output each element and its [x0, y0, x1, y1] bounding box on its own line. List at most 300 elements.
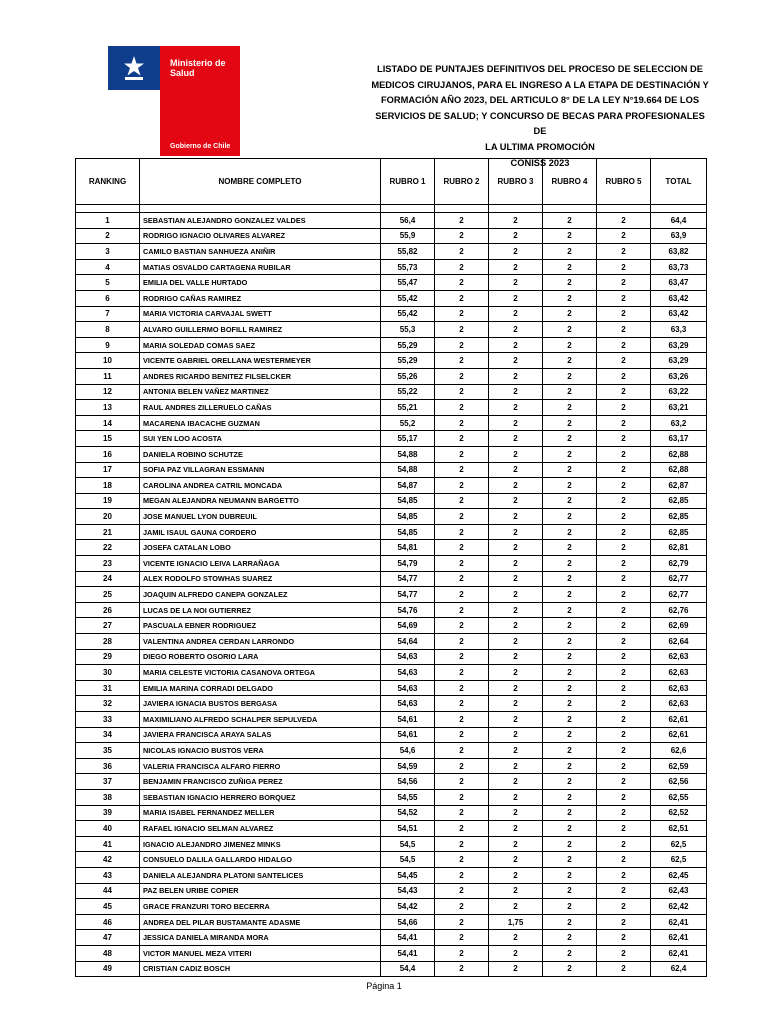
cell-rubro-4: 2 — [543, 696, 597, 712]
cell-nombre: RAUL ANDRES ZILLERUELO CAÑAS — [140, 400, 381, 416]
cell-total: 62,5 — [651, 836, 707, 852]
cell-rubro-4: 2 — [543, 244, 597, 260]
table-row — [76, 478, 707, 494]
cell-rubro-2: 2 — [435, 446, 489, 462]
cell-rubro-1: 55,26 — [381, 368, 435, 384]
cell-rubro-1: 54,88 — [381, 462, 435, 478]
table-row — [76, 244, 707, 260]
cell-rubro-2: 2 — [435, 368, 489, 384]
cell-rubro-1: 55,82 — [381, 244, 435, 260]
table-row — [76, 587, 707, 603]
cell-nombre: RODRIGO IGNACIO OLIVARES ALVAREZ — [140, 228, 381, 244]
cell-rubro-1: 54,41 — [381, 945, 435, 961]
cell-ranking: 49 — [76, 961, 140, 977]
table-row — [76, 789, 707, 805]
cell-rubro-1: 55,9 — [381, 228, 435, 244]
cell-rubro-1: 54,61 — [381, 727, 435, 743]
cell-nombre: VICENTE GABRIEL ORELLANA WESTERMEYER — [140, 353, 381, 369]
cell-nombre: MACARENA IBACACHE GUZMAN — [140, 415, 381, 431]
cell-rubro-5: 2 — [597, 883, 651, 899]
cell-rubro-5: 2 — [597, 322, 651, 338]
scores-table — [75, 158, 707, 977]
cell-rubro-4: 2 — [543, 493, 597, 509]
cell-ranking: 38 — [76, 789, 140, 805]
table-row — [76, 945, 707, 961]
cell-ranking: 14 — [76, 415, 140, 431]
cell-nombre: NICOLAS IGNACIO BUSTOS VERA — [140, 743, 381, 759]
cell-rubro-1: 54,56 — [381, 774, 435, 790]
cell-ranking: 42 — [76, 852, 140, 868]
cell-rubro-3: 2 — [489, 556, 543, 572]
cell-ranking: 7 — [76, 306, 140, 322]
cell-total: 62,61 — [651, 727, 707, 743]
table-row — [76, 649, 707, 665]
cell-nombre: JESSICA DANIELA MIRANDA MORA — [140, 930, 381, 946]
cell-nombre: MEGAN ALEJANDRA NEUMANN BARGETTO — [140, 493, 381, 509]
cell-rubro-4: 2 — [543, 789, 597, 805]
cell-total: 62,77 — [651, 571, 707, 587]
cell-rubro-4: 2 — [543, 634, 597, 650]
table-row — [76, 634, 707, 650]
cell-rubro-2: 2 — [435, 306, 489, 322]
cell-rubro-5: 2 — [597, 914, 651, 930]
cell-total: 62,41 — [651, 930, 707, 946]
cell-ranking: 20 — [76, 509, 140, 525]
cell-nombre: ALVARO GUILLERMO BOFILL RAMIREZ — [140, 322, 381, 338]
cell-rubro-4: 2 — [543, 524, 597, 540]
cell-rubro-5: 2 — [597, 602, 651, 618]
cell-rubro-5: 2 — [597, 462, 651, 478]
cell-ranking: 32 — [76, 696, 140, 712]
table-row — [76, 400, 707, 416]
cell-rubro-5: 2 — [597, 821, 651, 837]
logo-line-1: Ministerio de — [170, 58, 226, 68]
cell-ranking: 28 — [76, 634, 140, 650]
cell-rubro-4: 2 — [543, 821, 597, 837]
cell-rubro-3: 2 — [489, 618, 543, 634]
cell-rubro-5: 2 — [597, 930, 651, 946]
cell-rubro-2: 2 — [435, 322, 489, 338]
table-row — [76, 774, 707, 790]
cell-rubro-1: 54,52 — [381, 805, 435, 821]
cell-rubro-1: 55,21 — [381, 400, 435, 416]
cell-nombre: SEBASTIAN IGNACIO HERRERO BORQUEZ — [140, 789, 381, 805]
cell-rubro-4: 2 — [543, 587, 597, 603]
cell-ranking: 9 — [76, 337, 140, 353]
cell-ranking: 35 — [76, 743, 140, 759]
cell-ranking: 11 — [76, 368, 140, 384]
cell-rubro-2: 2 — [435, 602, 489, 618]
cell-nombre: LUCAS DE LA NOI GUTIERREZ — [140, 602, 381, 618]
cell-nombre: VALENTINA ANDREA CERDAN LARRONDO — [140, 634, 381, 650]
cell-nombre: MARIA CELESTE VICTORIA CASANOVA ORTEGA — [140, 665, 381, 681]
cell-rubro-1: 55,73 — [381, 259, 435, 275]
cell-rubro-4: 2 — [543, 431, 597, 447]
cell-rubro-2: 2 — [435, 665, 489, 681]
title-line: LA ULTIMA PROMOCIÓN — [485, 141, 595, 152]
cell-rubro-3: 2 — [489, 743, 543, 759]
cell-rubro-3: 2 — [489, 540, 543, 556]
cell-total: 62,79 — [651, 556, 707, 572]
title-line: LISTADO DE PUNTAJES DEFINITIVOS DEL PROCESO DE SELECCION DE — [377, 64, 703, 74]
cell-ranking: 10 — [76, 353, 140, 369]
cell-rubro-2: 2 — [435, 961, 489, 977]
cell-rubro-4: 2 — [543, 400, 597, 416]
cell-total: 62,52 — [651, 805, 707, 821]
cell-nombre: MARIA SOLEDAD COMAS SAEZ — [140, 337, 381, 353]
cell-rubro-1: 54,76 — [381, 602, 435, 618]
cell-rubro-3: 2 — [489, 353, 543, 369]
cell-rubro-1: 54,41 — [381, 930, 435, 946]
table-row — [76, 213, 707, 229]
cell-nombre: JAVIERA IGNACIA BUSTOS BERGASA — [140, 696, 381, 712]
logo-text — [170, 58, 226, 78]
cell-rubro-4: 2 — [543, 649, 597, 665]
cell-total: 63,17 — [651, 431, 707, 447]
cell-rubro-4: 2 — [543, 618, 597, 634]
cell-rubro-2: 2 — [435, 883, 489, 899]
cell-rubro-3: 2 — [489, 836, 543, 852]
cell-rubro-3: 2 — [489, 899, 543, 915]
table-row — [76, 446, 707, 462]
cell-ranking: 12 — [76, 384, 140, 400]
cell-rubro-4: 2 — [543, 415, 597, 431]
cell-rubro-4: 2 — [543, 774, 597, 790]
cell-rubro-3: 2 — [489, 712, 543, 728]
header-nombre: NOMBRE COMPLETO — [140, 159, 381, 205]
cell-rubro-4: 2 — [543, 852, 597, 868]
table-row — [76, 415, 707, 431]
cell-total: 62,41 — [651, 945, 707, 961]
logo-footer-text: Gobierno de Chile — [170, 143, 231, 150]
cell-nombre: VICENTE IGNACIO LEIVA LARRAÑAGA — [140, 556, 381, 572]
cell-rubro-4: 2 — [543, 758, 597, 774]
cell-rubro-2: 2 — [435, 789, 489, 805]
table-row — [76, 914, 707, 930]
cell-total: 62,63 — [651, 696, 707, 712]
cell-nombre: ANTONIA BELEN VAÑEZ MARTINEZ — [140, 384, 381, 400]
cell-ranking: 6 — [76, 290, 140, 306]
cell-rubro-3: 2 — [489, 368, 543, 384]
cell-rubro-4: 2 — [543, 743, 597, 759]
cell-nombre: RAFAEL IGNACIO SELMAN ALVAREZ — [140, 821, 381, 837]
table-row — [76, 696, 707, 712]
cell-nombre: VICTOR MANUEL MEZA VITERI — [140, 945, 381, 961]
cell-rubro-5: 2 — [597, 727, 651, 743]
cell-nombre: CRISTIAN CADIZ BOSCH — [140, 961, 381, 977]
cell-rubro-5: 2 — [597, 587, 651, 603]
cell-ranking: 18 — [76, 478, 140, 494]
cell-rubro-5: 2 — [597, 618, 651, 634]
cell-rubro-3: 2 — [489, 665, 543, 681]
cell-ranking: 15 — [76, 431, 140, 447]
cell-rubro-1: 54,5 — [381, 852, 435, 868]
cell-ranking: 34 — [76, 727, 140, 743]
cell-rubro-3: 2 — [489, 696, 543, 712]
cell-rubro-2: 2 — [435, 867, 489, 883]
cell-ranking: 21 — [76, 524, 140, 540]
cell-rubro-4: 2 — [543, 883, 597, 899]
cell-rubro-2: 2 — [435, 524, 489, 540]
table-row — [76, 665, 707, 681]
cell-ranking: 33 — [76, 712, 140, 728]
cell-rubro-2: 2 — [435, 805, 489, 821]
table-row — [76, 821, 707, 837]
table-row — [76, 431, 707, 447]
cell-rubro-3: 2 — [489, 384, 543, 400]
cell-rubro-5: 2 — [597, 712, 651, 728]
cell-rubro-5: 2 — [597, 774, 651, 790]
cell-rubro-1: 54,51 — [381, 821, 435, 837]
cell-rubro-4: 2 — [543, 259, 597, 275]
cell-rubro-1: 54,85 — [381, 509, 435, 525]
cell-rubro-3: 2 — [489, 852, 543, 868]
cell-rubro-2: 2 — [435, 836, 489, 852]
cell-rubro-4: 2 — [543, 867, 597, 883]
table-row — [76, 556, 707, 572]
cell-rubro-2: 2 — [435, 852, 489, 868]
cell-total: 62,69 — [651, 618, 707, 634]
cell-rubro-3: 2 — [489, 649, 543, 665]
table-row — [76, 322, 707, 338]
cell-rubro-2: 2 — [435, 540, 489, 556]
cell-rubro-4: 2 — [543, 556, 597, 572]
cell-rubro-1: 54,77 — [381, 587, 435, 603]
cell-ranking: 4 — [76, 259, 140, 275]
header-rubro-1: RUBRO 1 — [381, 159, 435, 205]
cell-nombre: DANIELA ROBINO SCHUTZE — [140, 446, 381, 462]
cell-total: 62,59 — [651, 758, 707, 774]
cell-nombre: SEBASTIAN ALEJANDRO GONZALEZ VALDES — [140, 213, 381, 229]
cell-nombre: CONSUELO DALILA GALLARDO HIDALGO — [140, 852, 381, 868]
cell-rubro-4: 2 — [543, 368, 597, 384]
cell-rubro-1: 54,85 — [381, 493, 435, 509]
cell-nombre: ANDREA DEL PILAR BUSTAMANTE ADASME — [140, 914, 381, 930]
cell-nombre: SUI YEN LOO ACOSTA — [140, 431, 381, 447]
cell-rubro-5: 2 — [597, 446, 651, 462]
cell-total: 62,56 — [651, 774, 707, 790]
cell-ranking: 19 — [76, 493, 140, 509]
cell-rubro-2: 2 — [435, 914, 489, 930]
cell-rubro-3: 2 — [489, 462, 543, 478]
table-row — [76, 883, 707, 899]
cell-nombre: MARIA VICTORIA CARVAJAL SWETT — [140, 306, 381, 322]
cell-total: 62,77 — [651, 587, 707, 603]
cell-rubro-3: 2 — [489, 821, 543, 837]
cell-rubro-1: 54,6 — [381, 743, 435, 759]
cell-rubro-4: 2 — [543, 446, 597, 462]
cell-rubro-2: 2 — [435, 712, 489, 728]
cell-rubro-4: 2 — [543, 602, 597, 618]
cell-rubro-3: 2 — [489, 587, 543, 603]
cell-rubro-1: 55,29 — [381, 353, 435, 369]
cell-rubro-3: 2 — [489, 478, 543, 494]
cell-total: 62,5 — [651, 852, 707, 868]
cell-nombre: SOFIA PAZ VILLAGRAN ESSMANN — [140, 462, 381, 478]
cell-total: 62,63 — [651, 649, 707, 665]
cell-rubro-3: 2 — [489, 805, 543, 821]
cell-ranking: 26 — [76, 602, 140, 618]
logo-red-block — [160, 46, 240, 156]
cell-rubro-5: 2 — [597, 758, 651, 774]
cell-rubro-2: 2 — [435, 353, 489, 369]
cell-rubro-3: 2 — [489, 680, 543, 696]
cell-rubro-3: 2 — [489, 322, 543, 338]
cell-total: 63,82 — [651, 244, 707, 260]
cell-rubro-5: 2 — [597, 696, 651, 712]
table-row — [76, 743, 707, 759]
cell-rubro-1: 55,42 — [381, 306, 435, 322]
cell-rubro-5: 2 — [597, 805, 651, 821]
cell-rubro-3: 2 — [489, 431, 543, 447]
cell-nombre: DANIELA ALEJANDRA PLATONI SANTELICES — [140, 867, 381, 883]
cell-rubro-5: 2 — [597, 290, 651, 306]
cell-rubro-4: 2 — [543, 899, 597, 915]
table-row — [76, 462, 707, 478]
cell-rubro-1: 55,42 — [381, 290, 435, 306]
table-row — [76, 228, 707, 244]
table-row — [76, 275, 707, 291]
cell-nombre: IGNACIO ALEJANDRO JIMENEZ MINKS — [140, 836, 381, 852]
cell-rubro-1: 54,63 — [381, 680, 435, 696]
cell-rubro-1: 54,69 — [381, 618, 435, 634]
cell-rubro-2: 2 — [435, 244, 489, 260]
cell-ranking: 13 — [76, 400, 140, 416]
cell-rubro-3: 2 — [489, 446, 543, 462]
cell-ranking: 3 — [76, 244, 140, 260]
cell-rubro-5: 2 — [597, 478, 651, 494]
header-rubro-3: RUBRO 3 — [489, 159, 543, 205]
cell-rubro-3: 2 — [489, 945, 543, 961]
cell-nombre: CAROLINA ANDREA CATRIL MONCADA — [140, 478, 381, 494]
cell-rubro-5: 2 — [597, 509, 651, 525]
cell-rubro-1: 54,42 — [381, 899, 435, 915]
cell-nombre: PASCUALA EBNER RODRIGUEZ — [140, 618, 381, 634]
cell-rubro-1: 54,63 — [381, 665, 435, 681]
cell-rubro-2: 2 — [435, 431, 489, 447]
table-row — [76, 540, 707, 556]
logo-line-2: Salud — [170, 68, 195, 78]
cell-total: 62,45 — [651, 867, 707, 883]
cell-rubro-1: 55,2 — [381, 415, 435, 431]
cell-total: 62,76 — [651, 602, 707, 618]
cell-rubro-2: 2 — [435, 337, 489, 353]
cell-rubro-3: 2 — [489, 493, 543, 509]
cell-rubro-2: 2 — [435, 821, 489, 837]
cell-total: 63,29 — [651, 353, 707, 369]
cell-ranking: 31 — [76, 680, 140, 696]
cell-rubro-3: 2 — [489, 228, 543, 244]
title-line: FORMACIÓN AÑO 2023, DEL ARTICULO 8° DE LA LEY N°19.664 DE LOS — [380, 95, 700, 106]
cell-rubro-2: 2 — [435, 758, 489, 774]
cell-total: 62,43 — [651, 883, 707, 899]
cell-rubro-2: 2 — [435, 618, 489, 634]
cell-rubro-1: 54,66 — [381, 914, 435, 930]
cell-ranking: 48 — [76, 945, 140, 961]
cell-rubro-1: 54,43 — [381, 883, 435, 899]
cell-ranking: 17 — [76, 462, 140, 478]
cell-ranking: 45 — [76, 899, 140, 915]
header-rubro-4: RUBRO 4 — [543, 159, 597, 205]
cell-rubro-2: 2 — [435, 696, 489, 712]
cell-rubro-4: 2 — [543, 836, 597, 852]
cell-rubro-4: 2 — [543, 337, 597, 353]
cell-total: 63,21 — [651, 400, 707, 416]
cell-rubro-4: 2 — [543, 961, 597, 977]
cell-rubro-3: 1,75 — [489, 914, 543, 930]
cell-rubro-1: 54,79 — [381, 556, 435, 572]
cell-rubro-3: 2 — [489, 415, 543, 431]
cell-rubro-3: 2 — [489, 774, 543, 790]
cell-rubro-1: 54,87 — [381, 478, 435, 494]
cell-rubro-2: 2 — [435, 930, 489, 946]
cell-total: 62,51 — [651, 821, 707, 837]
cell-ranking: 40 — [76, 821, 140, 837]
cell-ranking: 25 — [76, 587, 140, 603]
cell-total: 62,6 — [651, 743, 707, 759]
cell-rubro-5: 2 — [597, 306, 651, 322]
cell-total: 63,3 — [651, 322, 707, 338]
cell-total: 62,61 — [651, 712, 707, 728]
cell-rubro-3: 2 — [489, 789, 543, 805]
cell-rubro-3: 2 — [489, 290, 543, 306]
cell-ranking: 5 — [76, 275, 140, 291]
cell-rubro-2: 2 — [435, 945, 489, 961]
cell-rubro-4: 2 — [543, 805, 597, 821]
cell-rubro-5: 2 — [597, 368, 651, 384]
cell-rubro-4: 2 — [543, 306, 597, 322]
cell-ranking: 24 — [76, 571, 140, 587]
cell-rubro-1: 55,29 — [381, 337, 435, 353]
cell-nombre: JOSE MANUEL LYON DUBREUIL — [140, 509, 381, 525]
table-row — [76, 805, 707, 821]
cell-rubro-3: 2 — [489, 259, 543, 275]
cell-total: 62,63 — [651, 665, 707, 681]
cell-rubro-3: 2 — [489, 961, 543, 977]
cell-total: 62,41 — [651, 914, 707, 930]
cell-total: 62,4 — [651, 961, 707, 977]
cell-total: 62,87 — [651, 478, 707, 494]
cell-rubro-5: 2 — [597, 493, 651, 509]
cell-total: 62,85 — [651, 493, 707, 509]
table-row — [76, 836, 707, 852]
cell-rubro-4: 2 — [543, 680, 597, 696]
cell-rubro-5: 2 — [597, 415, 651, 431]
cell-rubro-4: 2 — [543, 290, 597, 306]
cell-rubro-4: 2 — [543, 540, 597, 556]
cell-rubro-3: 2 — [489, 400, 543, 416]
cell-nombre: BENJAMIN FRANCISCO ZUÑIGA PEREZ — [140, 774, 381, 790]
header-rubro-5: RUBRO 5 — [597, 159, 651, 205]
cell-ranking: 47 — [76, 930, 140, 946]
cell-rubro-1: 55,22 — [381, 384, 435, 400]
table-header-row — [76, 159, 707, 205]
cell-rubro-3: 2 — [489, 883, 543, 899]
cell-rubro-1: 54,4 — [381, 961, 435, 977]
cell-nombre: EMILIA DEL VALLE HURTADO — [140, 275, 381, 291]
cell-rubro-2: 2 — [435, 899, 489, 915]
cell-nombre: MARIA ISABEL FERNANDEZ MELLER — [140, 805, 381, 821]
table-row — [76, 337, 707, 353]
cell-ranking: 37 — [76, 774, 140, 790]
header-ranking: RANKING — [76, 159, 140, 205]
cell-rubro-5: 2 — [597, 228, 651, 244]
table-row — [76, 602, 707, 618]
cell-total: 62,81 — [651, 540, 707, 556]
cell-ranking: 2 — [76, 228, 140, 244]
cell-rubro-2: 2 — [435, 509, 489, 525]
cell-nombre: JAMIL ISAUL GAUNA CORDERO — [140, 524, 381, 540]
